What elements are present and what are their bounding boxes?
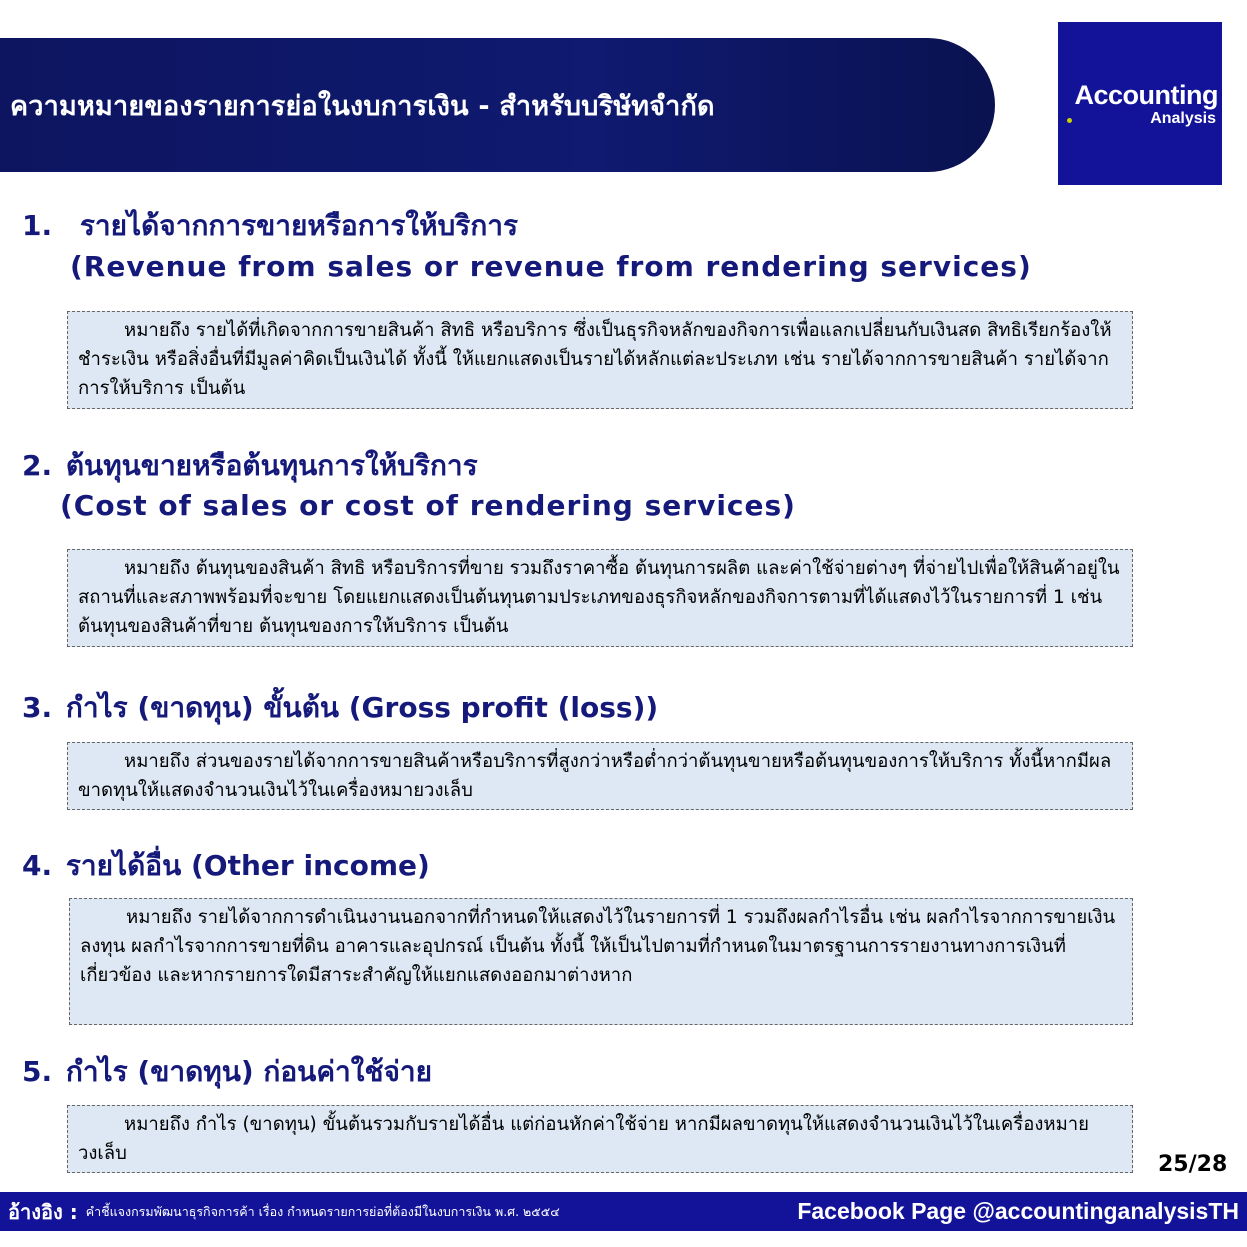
section-4-number: 4.	[22, 849, 53, 882]
section-1-title: รายได้จากการขายหรือการให้บริการ	[79, 209, 519, 242]
section-3-body: หมายถึง ส่วนของรายได้จากการขายสินค้าหรือบริการที่สูงกว่าหรือต่ำกว่าต้นทุนขายหรือต้นทุนของการให้บริการ ทั้งนี้หากมีผลขาดทุนให้แสดงจำนวนเงินไว้ในเครื่องหมายวงเล็บ	[78, 751, 1112, 801]
section-4-body: หมายถึง รายได้จากการดำเนินงานนอกจากที่กำหนดให้แสดงไว้ในรายการที่ 1 รวมถึงผลกำไรอื่น เช่น ผลกำไรจากการขายเงินลงทุน ผลกำไรจากการขายที่ดิน อาคารและอุปกรณ์ เป็นต้น ทั้งนี้ ให้เป็นไปตามที่กำหนดในมาตรฐานการรายงานทางการเงินที่เกี่ยวข้อง และหากรายการใดมีสาระสำคัญให้แยกแสดงออกมาต่างหาก	[80, 907, 1116, 986]
logo-dot-icon	[1067, 118, 1072, 123]
accounting-analysis-logo	[1058, 22, 1222, 185]
section-5-heading	[22, 1050, 432, 1094]
section-1-subtitle: (Revenue from sales or revenue from rendering services)	[70, 250, 1032, 283]
section-5-body: หมายถึง กำไร (ขาดทุน) ขั้นต้นรวมกับรายได้อื่น แต่ก่อนหักค่าใช้จ่าย หากมีผลขาดทุนให้แสดงจำนวนเงินไว้ในเครื่องหมายวงเล็บ	[78, 1114, 1089, 1164]
section-3-number: 3.	[22, 691, 53, 724]
section-3-definition-box	[67, 742, 1133, 810]
header-banner	[0, 38, 995, 172]
logo-subtitle: Analysis	[1150, 110, 1216, 127]
facebook-page-link[interactable]: Facebook Page @accountinganalysisTH	[797, 1198, 1239, 1224]
section-2-title: ต้นทุนขายหรือต้นทุนการให้บริการ	[65, 449, 478, 482]
section-3-title: กำไร (ขาดทุน) ขั้นต้น (Gross profit (loss))	[65, 691, 659, 724]
section-4-title: รายได้อื่น (Other income)	[65, 849, 430, 882]
section-1-body: หมายถึง รายได้ที่เกิดจากการขายสินค้า สิทธิ หรือบริการ ซึ่งเป็นธุรกิจหลักของกิจการเพื่อแลกเปลี่ยนกับเงินสด สิทธิเรียกร้องให้ชำระเงิน หรือสิ่งอื่นที่มีมูลค่าคิดเป็นเงินได้ ทั้งนี้ ให้แยกแสดงเป็นรายได้หลักแต่ละประเภท เช่น รายได้จากการขายสินค้า รายได้จากการให้บริการ เป็นต้น	[78, 320, 1112, 399]
section-2-definition-box	[67, 549, 1133, 647]
section-4-heading	[22, 844, 430, 888]
section-1-heading	[22, 204, 518, 248]
section-2-number: 2.	[22, 449, 53, 482]
section-3-heading	[22, 686, 658, 730]
section-2-heading	[22, 444, 478, 488]
logo-title: Accounting	[1074, 80, 1218, 110]
section-1-definition-box	[67, 311, 1133, 409]
section-2-body: หมายถึง ต้นทุนของสินค้า สิทธิ หรือบริการที่ขาย รวมถึงราคาซื้อ ต้นทุนการผลิต และค่าใช้จ่ายต่างๆ ที่จ่ายไปเพื่อให้สินค้าอยู่ในสถานที่และสภาพพร้อมที่จะขาย โดยแยกแสดงเป็นต้นทุนตามประเภทของธุรกิจหลักของกิจการตามที่ได้แสดงไว้ในรายการที่ 1 เช่น ต้นทุนของสินค้าที่ขาย ต้นทุนของการให้บริการ เป็นต้น	[78, 558, 1120, 637]
footer-reference-text: คำชี้แจงกรมพัฒนาธุรกิจการค้า เรื่อง กำหนดรายการย่อที่ต้องมีในงบการเงิน พ.ศ. ๒๕๕๔	[85, 1203, 560, 1219]
footer-bar	[0, 1192, 1247, 1231]
page-number: 25/28	[1158, 1152, 1228, 1177]
section-2-subtitle: (Cost of sales or cost of rendering services)	[60, 489, 796, 522]
page-title: ความหมายของรายการย่อในงบการเงิน - สำหรับบริษัทจำกัด	[10, 90, 715, 122]
footer-reference-label: อ้างอิง :	[8, 1199, 78, 1224]
section-4-definition-box	[69, 898, 1133, 1025]
section-1-number: 1.	[22, 209, 53, 242]
section-5-title: กำไร (ขาดทุน) ก่อนค่าใช้จ่าย	[65, 1055, 432, 1088]
section-5-number: 5.	[22, 1055, 53, 1088]
section-5-definition-box	[67, 1105, 1133, 1173]
